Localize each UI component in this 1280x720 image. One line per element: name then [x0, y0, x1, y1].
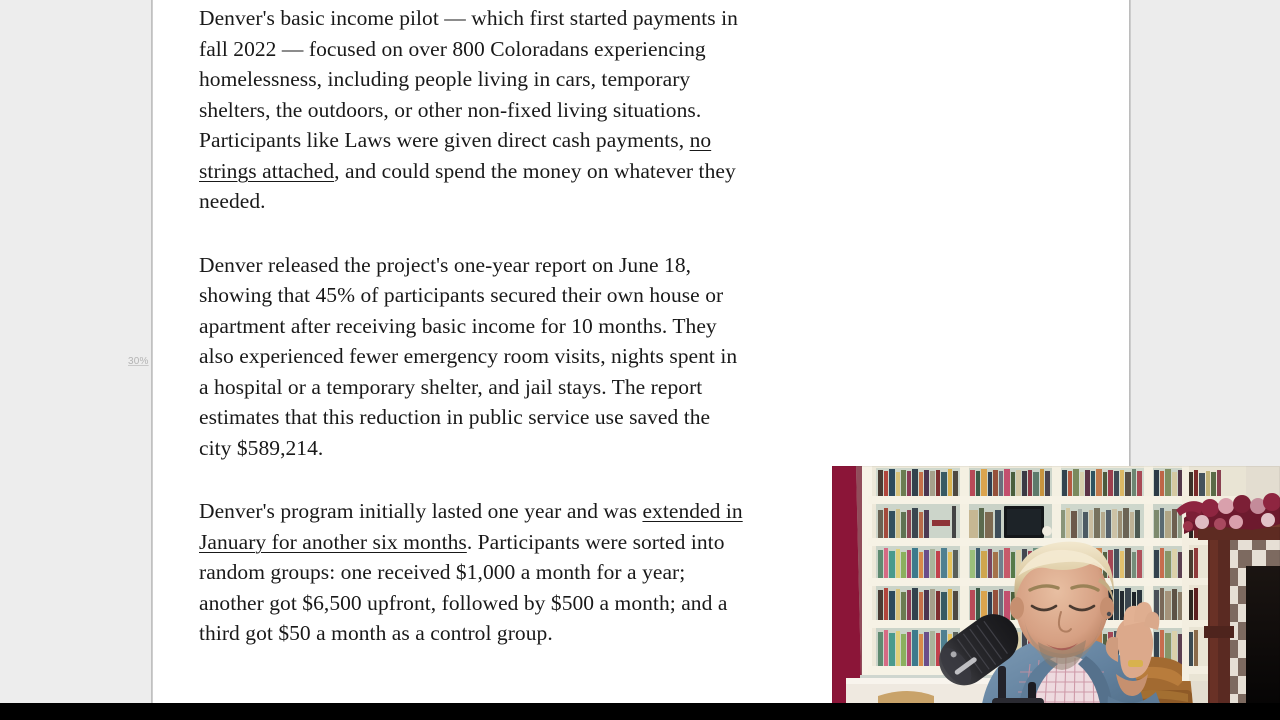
paragraph-3-text-after-link: . Participants were sorted into random groups: one received $1,000 a month for a year; another got $6,500 upfront, followed by $500 a month; and a third got $50 a month as a control group. — [199, 529, 728, 645]
webcam-overlay[interactable] — [832, 466, 1280, 720]
webcam-video-frame — [832, 466, 1280, 720]
paragraph-3-text-before-link: Denver's program initially lasted one year and was — [199, 499, 643, 523]
gold-ring — [1128, 660, 1143, 667]
article-paragraph — [199, 250, 744, 464]
link-no-strings-attached[interactable]: no strings attached — [199, 128, 712, 183]
bottom-letterbox-bar — [0, 703, 1280, 720]
paragraph-1-text-after-link: , and could spend the money on whatever they needed. — [199, 158, 736, 213]
reader-left-rail — [0, 0, 152, 703]
link-extended-in-january[interactable]: extended in January for another six months — [199, 499, 743, 554]
article-paragraph — [199, 496, 744, 649]
paragraph-1-text-before-link: Denver's basic income pilot — which first started payments in fall 2022 — focused on over 800 Coloradans experiencing homelessness, including people living in cars, temporary shelters, the outdoors, or other non-fixed living situations. Participants like Laws were given direct cash payments, — [199, 6, 738, 152]
firebox — [1246, 566, 1280, 712]
article-body — [199, 0, 744, 649]
earring — [1107, 612, 1111, 616]
article-paragraph — [199, 3, 744, 217]
paragraph-2-text: Denver released the project's one-year report on June 18, showing that 45% of participants secured their own house or apartment after receiving basic income for 10 months. They also experienced fewer emergency room visits, nights spent in a hospital or a temporary shelter, and jail stays. The report estimates that this reduction in public service use saved the city $589,214. — [199, 252, 738, 460]
zoom-level-indicator[interactable]: 30% — [128, 356, 149, 367]
